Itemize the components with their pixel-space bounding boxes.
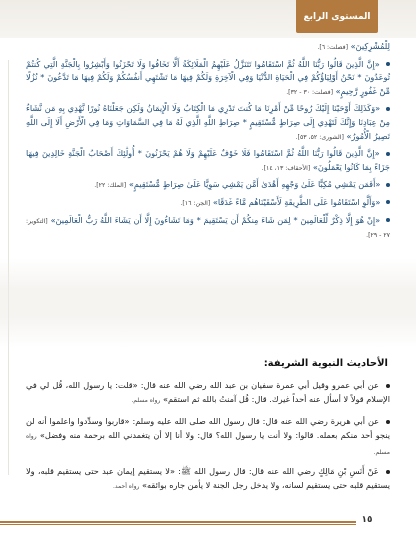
- verse-text: «وَكَذَلِكَ أَوْحَيْنَا إِلَيْكَ رُوحًا مِّنْ أَمْرِنَا مَا كُنتَ تَدْرِي مَا الْكِتَابُ وَلَا الْإِيمَانُ وَلَكِن جَعَلْنَاهُ نُورًا نَّهْدِي بِهِ مَن نَّشَاءُ مِنْ عِبَادِنَا وَإِنَّكَ لَتَهْدِي إِلَى صِرَاطٍ مُّسْتَقِيمٍ * صِرَاطِ اللَّهِ الَّذِي لَهُ مَا فِي السَّمَاوَاتِ وَمَا فِي الْأَرْضِ أَلَا إِلَى اللَّهِ تَصِيرُ الْأُمُورُ»: [26, 103, 390, 141]
- verse-item: [26, 147, 390, 175]
- bullet-icon: [386, 384, 390, 388]
- verse-item: [26, 178, 390, 193]
- verses-block: [26, 40, 390, 243]
- hadith-source: رواه أحمد.: [113, 483, 140, 490]
- verse-item: [26, 58, 390, 100]
- verse-item: [26, 102, 390, 144]
- bullet-icon: [386, 200, 390, 204]
- bullet-icon: [386, 218, 390, 222]
- footer-rule: [0, 521, 356, 523]
- level-label: المستوى الرابع: [303, 11, 371, 22]
- bullet-icon: [386, 107, 390, 111]
- verse-text: «إِنَّ الَّذِينَ قَالُوا رَبُّنَا اللَّهُ ثُمَّ اسْتَقَامُوا فَلَا خَوْفٌ عَلَيْهِمْ وَلَا هُمْ يَحْزَنُونَ * أُولَٰئِكَ أَصْحَابُ الْجَنَّةِ خَالِدِينَ فِيهَا جَزَاءً بِمَا كَانُوا يَعْمَلُونَ»: [26, 148, 390, 172]
- footer-rule-thin: [0, 524, 356, 525]
- verse-ref: [فصلت: ٦].: [317, 44, 349, 51]
- page-number: ١٥: [361, 515, 373, 525]
- verse-ref: [الملك: ٢٢].: [94, 182, 127, 190]
- hadith-text: عَنْ أَنَسِ بْنِ مَالِكٍ رضي الله عنه قال: قال رسول الله ﷺ: «لا يستقيم إيمان عبد حتى يستقيم قلبه، ولا يستقيم قلبه حتى يستقيم لسانه، ولا يدخل رجل الجنة لا يأمن جاره بوائقه»: [26, 466, 390, 490]
- verse-ref: [فصلت: ٣٠ - ٣٢].: [286, 88, 334, 96]
- hadith-source: رواه مسلم.: [26, 433, 390, 456]
- hadith-item: [26, 464, 390, 494]
- hadith-item: [26, 414, 390, 460]
- hadith-text: عن أبي عمرو وقيل أبي عمرة سفيان بن عبد الله رضي الله عنه قال: «قلت: يا رسول الله، قُل لي في الإسلام قولاً لا أسأل عنه أحداً غيرك. قال: قُل آمنتُ بالله ثم استقم»: [26, 380, 390, 404]
- verse-ref: [التكوير: ٢٧ - ٢٩].: [26, 217, 390, 240]
- verse-ref: [الأحقاف: ١٣، ١٤].: [261, 164, 311, 172]
- page-footer: [0, 507, 416, 535]
- verse-item: [26, 196, 390, 211]
- verse-item: [26, 214, 390, 243]
- bullet-icon: [386, 183, 390, 187]
- bullet-icon: [386, 470, 390, 474]
- side-rule: [8, 60, 9, 475]
- bullet-icon: [386, 62, 390, 66]
- verse-ref: [الشورى: ٥٢، ٥٣].: [295, 133, 344, 141]
- verse-text: لِلْمُشْرِكِينَ»: [350, 41, 390, 51]
- verse-text: «أَفَمَن يَمْشِي مُكِبًّا عَلَىٰ وَجْهِهِ أَهْدَىٰ أَمَّن يَمْشِي سَوِيًّا عَلَىٰ صِرَاطٍ مُّسْتَقِيمٍ»: [128, 179, 381, 190]
- watermark-band: [0, 258, 416, 348]
- verse-text: «إِنَّ الَّذِينَ قَالُوا رَبُّنَا اللَّهُ ثُمَّ اسْتَقَامُوا تَتَنَزَّلُ عَلَيْهِمُ الْمَلَائِكَةُ أَلَّا تَخَافُوا وَلَا تَحْزَنُوا وَأَبْشِرُوا بِالْجَنَّةِ الَّتِي كُنتُمْ تُوعَدُونَ * نَحْنُ أَوْلِيَاؤُكُمْ فِي الْحَيَاةِ الدُّنْيَا وَفِي الْآخِرَةِ وَلَكُمْ فِيهَا مَا تَشْتَهِي أَنفُسُكُمْ وَلَكُمْ فِيهَا مَا تَدَّعُونَ * نُزُلًا مِّنْ غَفُورٍ رَّحِيمٍ»: [26, 58, 390, 96]
- verse-text: «إِنْ هُوَ إِلَّا ذِكْرٌ لِّلْعَالَمِينَ * لِمَن شَاءَ مِنكُمْ أَن يَسْتَقِيمَ * وَمَا تَشَاءُونَ إِلَّا أَن يَشَاءَ اللَّهُ رَبُّ الْعَالَمِينَ»: [50, 214, 381, 225]
- bullet-icon: [386, 420, 390, 424]
- verse-item: [26, 40, 390, 55]
- section-title: الأحاديث النبوية الشريفة:: [263, 358, 388, 369]
- hadith-source: رواه مسلم.: [131, 397, 161, 404]
- verse-text: «وَأَلَّوِ اسْتَقَامُوا عَلَى الطَّرِيقَةِ لَأَسْقَيْنَاهُم مَّاءً غَدَقًا»: [212, 196, 381, 207]
- bullet-icon: [386, 152, 390, 156]
- hadith-text: عن أبي هريرة رضي الله عنه قال: قال رسول الله صلى الله عليه وسلم: «قاربوا وسدِّدوا واعلموا أنه لن ينجو أحد منكم بعمله. قالوا: ولا أنت يا رسول الله؟ قال: ولا أنا إلا أن يتغمدني الله برحمة منه وفضل»: [26, 416, 390, 440]
- hadith-item: [26, 378, 390, 408]
- level-tab: [296, 0, 378, 33]
- verse-ref: [الجن: ١٦].: [180, 199, 211, 207]
